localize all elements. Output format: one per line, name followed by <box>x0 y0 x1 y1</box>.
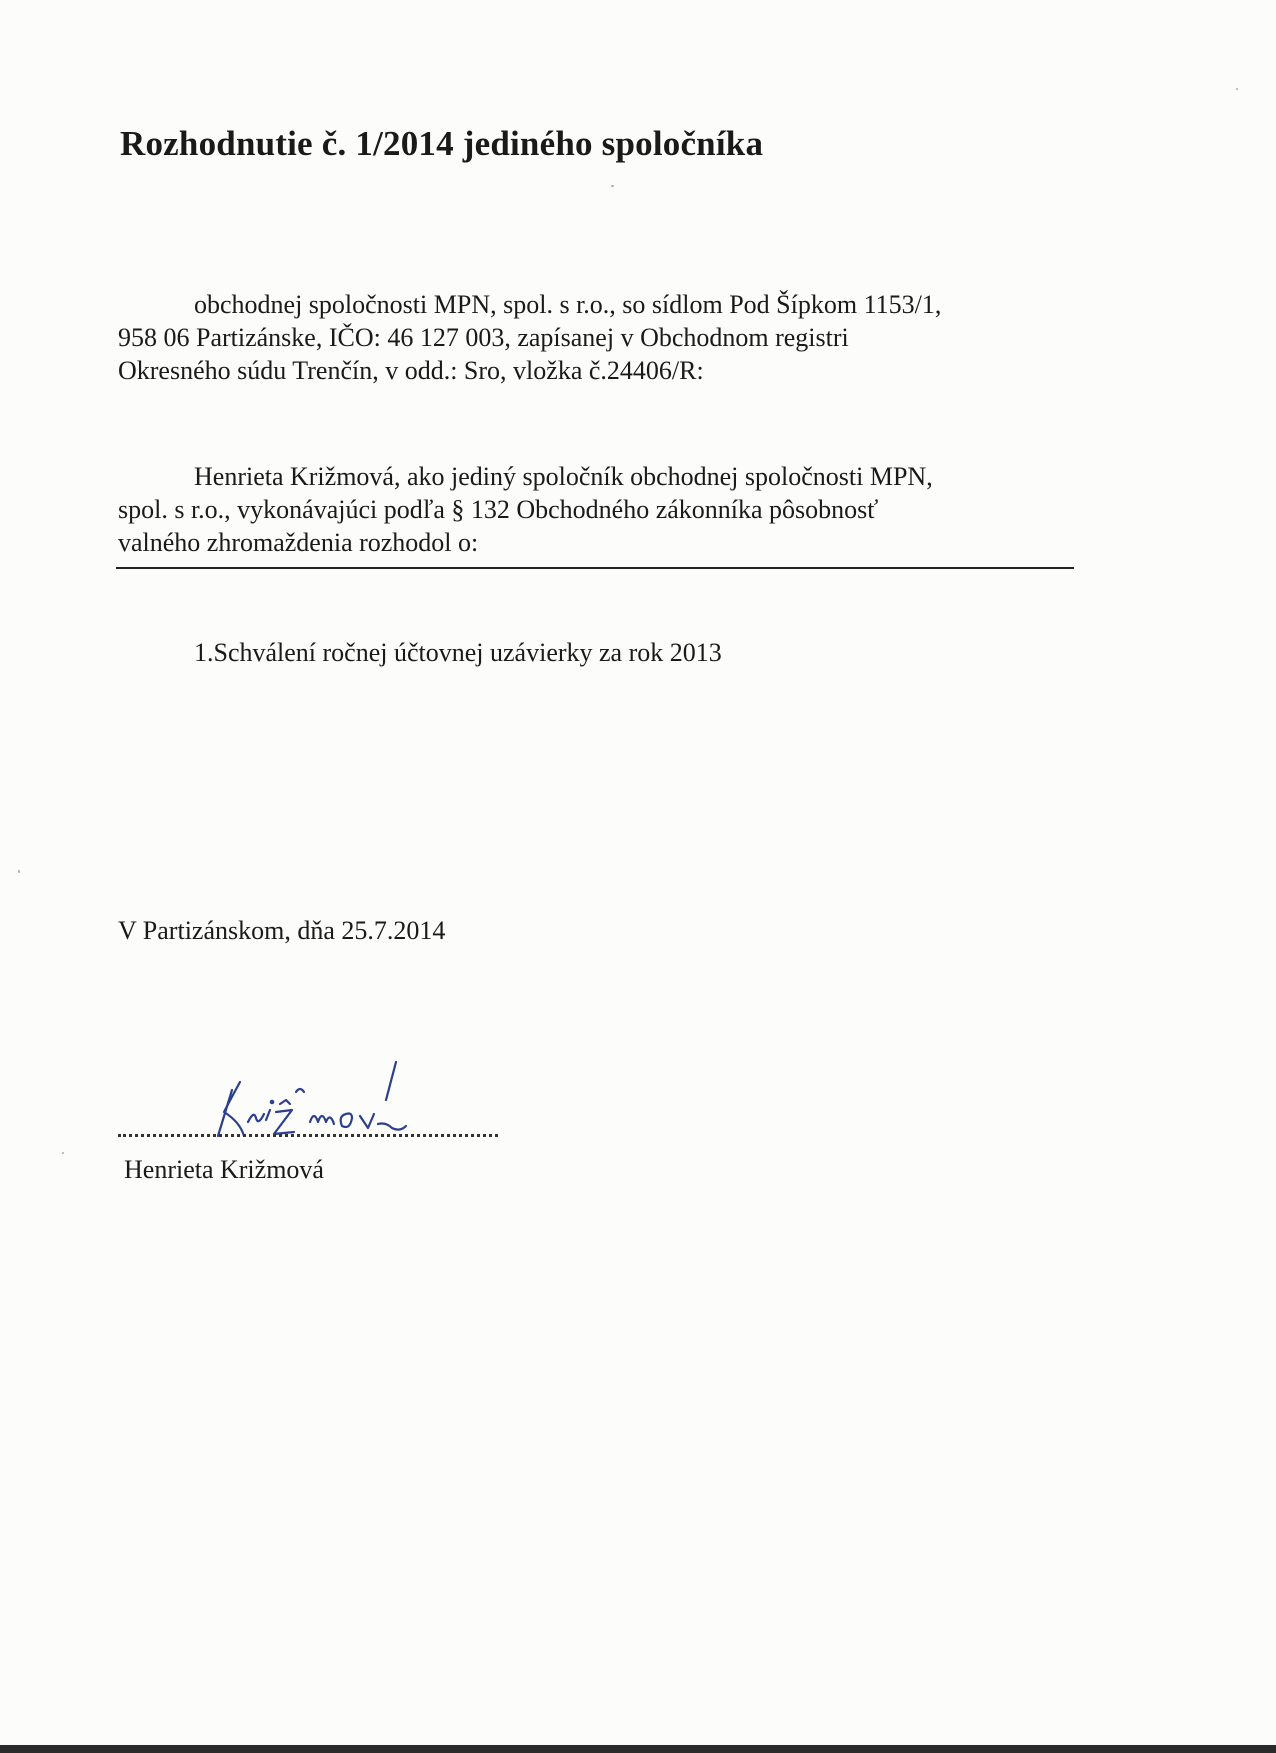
paragraph-line: valného zhromaždenia rozhodol o: <box>118 528 479 557</box>
paragraph-line: Okresného súdu Trenčín, v odd.: Sro, vložka č.24406/R: <box>118 356 704 385</box>
decision-statement-paragraph <box>118 460 1078 559</box>
scan-bottom-edge <box>0 1745 1276 1753</box>
horizontal-rule <box>116 567 1074 569</box>
paragraph-line: 958 06 Partizánske, IČO: 46 127 003, zapísanej v Obchodnom registri <box>118 323 849 352</box>
document-title: Rozhodnutie č. 1/2014 jediného spoločníka <box>120 124 764 163</box>
scan-speck <box>62 1152 64 1154</box>
paragraph-line: spol. s r.o., vykonávajúci podľa § 132 Obchodného zákonníka pôsobnosť <box>118 495 879 524</box>
scan-speck <box>1236 88 1238 90</box>
scan-speck <box>18 870 20 873</box>
scan-speck <box>611 185 614 187</box>
signer-name: Henrieta Križmová <box>124 1155 324 1184</box>
signature-line <box>118 1134 498 1137</box>
place-and-date: V Partizánskom, dňa 25.7.2014 <box>118 916 446 945</box>
handwritten-signature <box>210 1052 440 1142</box>
decision-item: 1.Schválení ročnej účtovnej uzávierky za rok 2013 <box>194 638 722 667</box>
company-identification-paragraph <box>118 288 1078 387</box>
paragraph-line: Henrieta Križmová, ako jediný spoločník obchodnej spoločnosti MPN, <box>194 462 933 491</box>
paragraph-line: obchodnej spoločnosti MPN, spol. s r.o., so sídlom Pod Šípkom 1153/1, <box>194 290 942 319</box>
